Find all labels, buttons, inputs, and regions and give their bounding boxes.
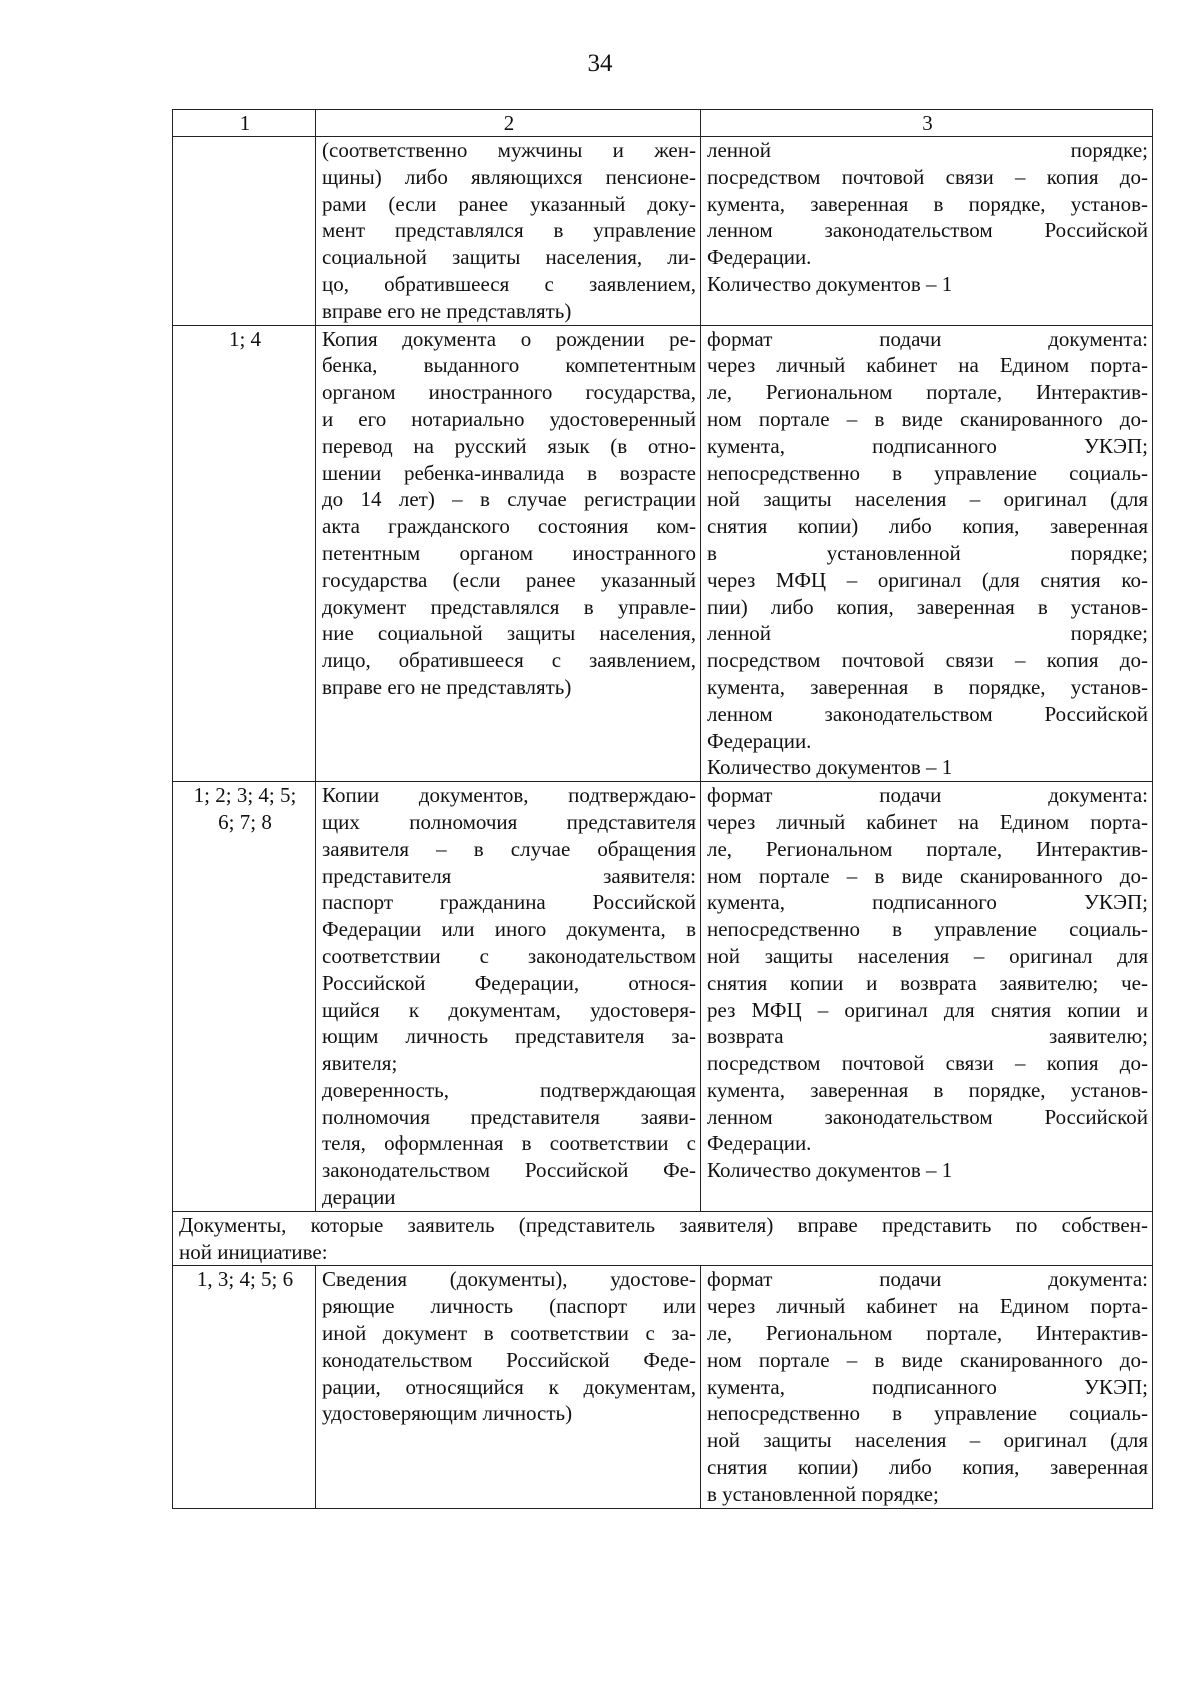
cell-submission-format bbox=[701, 325, 1153, 782]
text-line: щины) либо являющихся пенсионе- bbox=[322, 164, 696, 189]
cell-document bbox=[316, 782, 701, 1212]
table-row bbox=[173, 137, 1153, 326]
cell-document bbox=[316, 137, 701, 326]
cell-document bbox=[316, 1266, 701, 1508]
text-line: конодательством Российской Феде- bbox=[322, 1347, 696, 1372]
text-line: ле, Региональном портале, Интерактив- bbox=[707, 1321, 1148, 1346]
text-line: шении ребенка-инвалида в возрасте bbox=[322, 460, 696, 485]
text-line: посредством почтовой связи – копия до- bbox=[707, 164, 1148, 189]
text-line: ной защиты населения – оригинал (для bbox=[707, 1428, 1148, 1453]
text-line: непосредственно в управление социаль- bbox=[707, 460, 1148, 485]
text-line: ленном законодательством Российской bbox=[707, 701, 1148, 726]
text-line: органом иностранного государства, bbox=[322, 380, 696, 405]
text-line: акта гражданского состояния ком- bbox=[322, 514, 696, 539]
text-line: бенка, выданного компетентным bbox=[322, 353, 696, 378]
text-line: перевод на русский язык (в отно- bbox=[322, 433, 696, 458]
text-line: Копии документов, подтверждаю- bbox=[322, 783, 696, 808]
text-line: непосредственно в управление социаль- bbox=[707, 917, 1148, 942]
text-line: Количество документов – 1 bbox=[707, 755, 953, 780]
text-line: посредством почтовой связи – копия до- bbox=[707, 648, 1148, 673]
cell-codes bbox=[173, 1266, 316, 1508]
text-line: Федерации. bbox=[707, 728, 812, 753]
text-line: кумента, подписанного УКЭП; bbox=[707, 1374, 1148, 1399]
cell-codes bbox=[173, 325, 316, 782]
text-line: цо, обратившееся с заявлением, bbox=[322, 271, 696, 296]
text-line: Сведения (документы), удостове- bbox=[322, 1267, 696, 1292]
cell-codes bbox=[173, 137, 316, 326]
text-line: рации, относящийся к документам, bbox=[322, 1374, 696, 1399]
text-line: полномочия представителя заяви- bbox=[322, 1104, 696, 1129]
text-line: представителя заявителя: bbox=[322, 863, 696, 888]
text-line: Документы, которые заявитель (представитель заявителя) вправе представить по собствен- bbox=[179, 1212, 1148, 1237]
column-header-1: 1 bbox=[173, 110, 316, 137]
cell-submission-format bbox=[701, 782, 1153, 1212]
code-line: 1, 3; 4; 5; 6 bbox=[196, 1267, 294, 1292]
text-line: Федерации. bbox=[707, 245, 812, 270]
text-line: вправе его не представлять) bbox=[322, 298, 572, 323]
section-row bbox=[173, 1211, 1153, 1266]
table-header-row bbox=[173, 110, 1153, 137]
text-line: ряющие личность (паспорт или bbox=[322, 1294, 696, 1319]
text-line: документ представлялся в управле- bbox=[322, 594, 696, 619]
text-line: (соответственно мужчины и жен- bbox=[322, 138, 696, 162]
text-line: Федерации или иного документа, в bbox=[322, 917, 696, 942]
text-line: ленном законодательством Российской bbox=[707, 218, 1148, 243]
text-line: вправе его не представлять) bbox=[322, 674, 572, 699]
text-line: пии) либо копия, заверенная в установ- bbox=[707, 594, 1148, 619]
text-line: ле, Региональном портале, Интерактив- bbox=[707, 380, 1148, 405]
text-line: ленной порядке; bbox=[707, 621, 1148, 646]
text-line: в установленной порядке; bbox=[707, 1481, 939, 1506]
text-line: законодательством Российской Фе- bbox=[322, 1158, 696, 1183]
text-line: и его нотариально удостоверенный bbox=[322, 406, 696, 431]
text-line: до 14 лет) – в случае регистрации bbox=[322, 487, 696, 512]
text-line: ной защиты населения – оригинал (для bbox=[707, 487, 1148, 512]
text-line: через личный кабинет на Едином порта- bbox=[707, 809, 1148, 834]
text-line: теля, оформленная в соответствии с bbox=[322, 1131, 696, 1156]
column-header-3: 3 bbox=[701, 110, 1153, 137]
text-line: щийся к документам, удостоверя- bbox=[322, 997, 696, 1022]
text-line: явителя; bbox=[322, 1051, 398, 1076]
code-line: 6; 7; 8 bbox=[218, 809, 272, 834]
text-line: щих полномочия представителя bbox=[322, 809, 696, 834]
text-line: снятия копии и возврата заявителю; че- bbox=[707, 970, 1148, 995]
section-heading-cell bbox=[173, 1211, 1153, 1266]
text-line: Федерации. bbox=[707, 1131, 812, 1156]
text-line: ющим личность представителя за- bbox=[322, 1024, 696, 1049]
text-line: снятия копии) либо копия, заверенная bbox=[707, 1455, 1148, 1480]
text-line: возврата заявителю; bbox=[707, 1024, 1148, 1049]
text-line: через личный кабинет на Едином порта- bbox=[707, 1294, 1148, 1319]
text-line: Копия документа о рождении ре- bbox=[322, 326, 696, 351]
text-line: ной инициативе: bbox=[179, 1239, 328, 1264]
text-line: лицо, обратившееся с заявлением, bbox=[322, 648, 696, 673]
text-line: непосредственно в управление социаль- bbox=[707, 1401, 1148, 1426]
cell-submission-format bbox=[701, 137, 1153, 326]
text-line: ном портале – в виде сканированного до- bbox=[707, 406, 1148, 431]
text-line: кумента, заверенная в порядке, установ- bbox=[707, 1077, 1148, 1102]
documents-table bbox=[172, 109, 1153, 1509]
text-line: формат подачи документа: bbox=[707, 1267, 1148, 1292]
cell-codes bbox=[173, 782, 316, 1212]
text-line: Количество документов – 1 bbox=[707, 1158, 953, 1183]
text-line: доверенность, подтверждающая bbox=[322, 1077, 696, 1102]
text-line: кумента, подписанного УКЭП; bbox=[707, 433, 1148, 458]
text-line: мент представлялся в управление bbox=[322, 218, 696, 243]
text-line: ленной порядке; bbox=[707, 138, 1148, 162]
cell-submission-format bbox=[701, 1266, 1153, 1508]
text-line: паспорт гражданина Российской bbox=[322, 890, 696, 915]
text-line: в установленной порядке; bbox=[707, 540, 1148, 565]
text-line: социальной защиты населения, ли- bbox=[322, 245, 696, 270]
text-line: государства (если ранее указанный bbox=[322, 567, 696, 592]
text-line: ле, Региональном портале, Интерактив- bbox=[707, 836, 1148, 861]
text-line: кумента, заверенная в порядке, установ- bbox=[707, 674, 1148, 699]
text-line: Российской Федерации, относя- bbox=[322, 970, 696, 995]
column-header-2: 2 bbox=[316, 110, 701, 137]
text-line: рами (если ранее указанный доку- bbox=[322, 191, 696, 216]
text-line: ном портале – в виде сканированного до- bbox=[707, 863, 1148, 888]
text-line: соответствии с законодательством bbox=[322, 943, 696, 968]
text-line: ленном законодательством Российской bbox=[707, 1104, 1148, 1129]
code-line: 1; 2; 3; 4; 5; bbox=[193, 783, 297, 808]
text-line: иной документ в соответствии с за- bbox=[322, 1321, 696, 1346]
table-row bbox=[173, 782, 1153, 1212]
text-line: ной защиты населения – оригинал для bbox=[707, 943, 1148, 968]
text-line: заявителя – в случае обращения bbox=[322, 836, 696, 861]
text-line: снятия копии) либо копия, заверенная bbox=[707, 514, 1148, 539]
text-line: формат подачи документа: bbox=[707, 326, 1148, 351]
code-line: 1; 4 bbox=[228, 326, 262, 351]
cell-document bbox=[316, 325, 701, 782]
text-line: дерации bbox=[322, 1185, 396, 1210]
table-row bbox=[173, 325, 1153, 782]
text-line: ном портале – в виде сканированного до- bbox=[707, 1347, 1148, 1372]
text-line: кумента, подписанного УКЭП; bbox=[707, 890, 1148, 915]
text-line: посредством почтовой связи – копия до- bbox=[707, 1051, 1148, 1076]
text-line: петентным органом иностранного bbox=[322, 540, 696, 565]
text-line: формат подачи документа: bbox=[707, 783, 1148, 808]
text-line: Количество документов – 1 bbox=[707, 271, 953, 296]
text-line: рез МФЦ – оригинал для снятия копии и bbox=[707, 997, 1148, 1022]
text-line: удостоверяющим личность) bbox=[322, 1401, 573, 1426]
text-line: кумента, заверенная в порядке, установ- bbox=[707, 191, 1148, 216]
text-line: через личный кабинет на Едином порта- bbox=[707, 353, 1148, 378]
text-line: через МФЦ – оригинал (для снятия ко- bbox=[707, 567, 1148, 592]
page-number: 34 bbox=[587, 50, 613, 77]
text-line: ние социальной защиты населения, bbox=[322, 621, 696, 646]
table-row bbox=[173, 1266, 1153, 1508]
